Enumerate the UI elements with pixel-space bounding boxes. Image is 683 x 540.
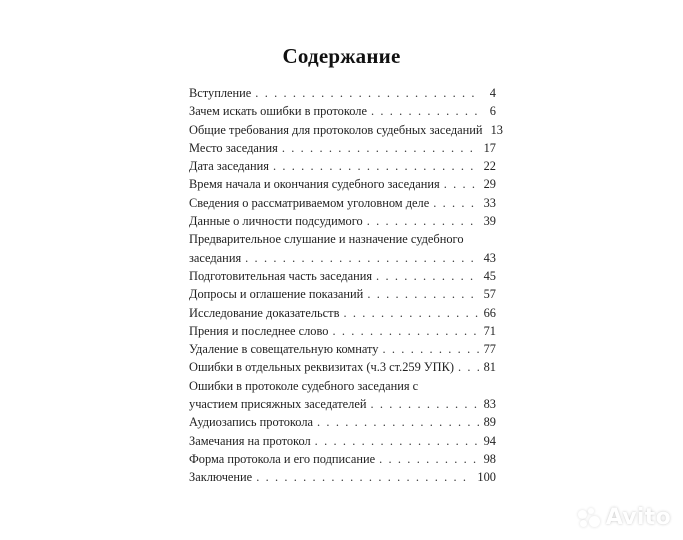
toc-page-number: 94 [483,433,496,448]
toc-page-number: 13 [490,122,503,137]
dot-leader [458,358,480,376]
toc-page-number: 6 [489,104,496,119]
toc-entry [189,358,496,376]
toc-page-number: 66 [483,305,496,320]
toc-entry-label-line: Ошибки в протоколе судебного заседания с [189,378,419,393]
toc-entry-label: Удаление в совещательную комнату [189,342,379,357]
dot-leader [444,175,480,193]
toc-entry [189,194,496,212]
toc-entry-label: Сведения о рассматриваемом уголовном деле [189,195,430,210]
toc-entry-label: Время начала и окончания судебного заседания [189,177,440,192]
toc-entry-label: Прения и последнее слово [189,323,329,338]
toc-entry-label: Дата заседания [189,159,269,174]
toc-page-number: 89 [483,415,496,430]
toc-entry-label: Ошибки в отдельных реквизитах (ч.3 ст.259 УПК) [189,360,454,375]
toc-entry-label: Исследование доказательств [189,305,340,320]
toc-entry-label: Допросы и оглашение показаний [189,287,364,302]
table-of-contents [189,84,503,487]
toc-entry [189,230,496,267]
toc-page-number: 45 [483,268,496,283]
toc-page-number: 83 [483,397,496,412]
dot-leader [367,212,480,230]
dot-leader [433,194,479,212]
toc-page-number: 100 [477,470,496,485]
toc-entry-label: Форма протокола и его подписание [189,451,376,466]
toc-entry-label: Зачем искать ошибки в протоколе [189,104,367,119]
dot-leader [370,395,479,413]
toc-page-number: 43 [483,250,496,265]
dot-leader [282,139,480,157]
toc-entry-label: Аудиозапись протокола [189,415,314,430]
toc-entry [189,157,496,175]
dot-leader [317,413,480,431]
toc-entry [189,175,496,193]
toc-entry [189,212,496,230]
toc-entry-label: Место заседания [189,140,278,155]
toc-entry-label: Вступление [189,86,252,100]
toc-page-number: 17 [483,140,496,155]
toc-page-number: 33 [483,195,496,210]
dot-leader [383,340,480,358]
toc-page-number: 71 [483,323,496,338]
toc-entry-label: Данные о личности подсудимого [189,214,363,229]
toc-page-number: 81 [483,360,496,375]
toc-page-number: 98 [483,451,496,466]
toc-entry [189,139,496,157]
toc-entry-label: Общие требования для протоколов судебных заседаний [189,122,483,137]
toc-entry [189,121,503,139]
dot-leader [255,84,480,102]
toc-entry [189,102,496,120]
toc-page-number: 39 [483,214,496,229]
toc-entry-label: Подготовительная часть заседания [189,268,373,283]
page-title: Содержание [282,44,401,68]
toc-entry [189,413,496,431]
toc-page-number: 22 [483,159,496,174]
toc-entry [189,340,496,358]
toc-entry-label: заседания [189,250,242,265]
toc-entry [189,450,496,468]
dot-leader [256,468,473,486]
dot-leader [343,304,479,322]
dot-leader [245,249,479,267]
toc-entry [189,285,496,303]
toc-entry [189,377,496,414]
toc-entry-label-line: Предварительное слушание и назначение судебного [189,232,464,247]
avito-logo-icon [578,508,602,528]
dot-leader [273,157,480,175]
dot-leader [379,450,480,468]
toc-entry-label: участием присяжных заседателей [189,397,367,412]
toc-page-number: 29 [483,177,496,192]
dot-leader [376,267,480,285]
dot-leader [332,322,479,340]
toc-page-number: 77 [483,342,496,357]
avito-watermark [578,505,671,530]
dot-leader [315,432,480,450]
watermark-text: Avito [605,505,671,530]
toc-entry [189,432,496,450]
toc-page-number: 57 [483,287,496,302]
toc-entry-label: Заключение [189,470,253,485]
toc-page-number: 4 [489,86,496,100]
toc-entry [189,84,496,102]
dot-leader [367,285,479,303]
toc-entry [189,304,496,322]
toc-entry-label: Замечания на протокол [189,433,311,448]
toc-entry [189,267,496,285]
dot-leader [371,102,480,120]
toc-entry [189,468,496,486]
toc-entry [189,322,496,340]
